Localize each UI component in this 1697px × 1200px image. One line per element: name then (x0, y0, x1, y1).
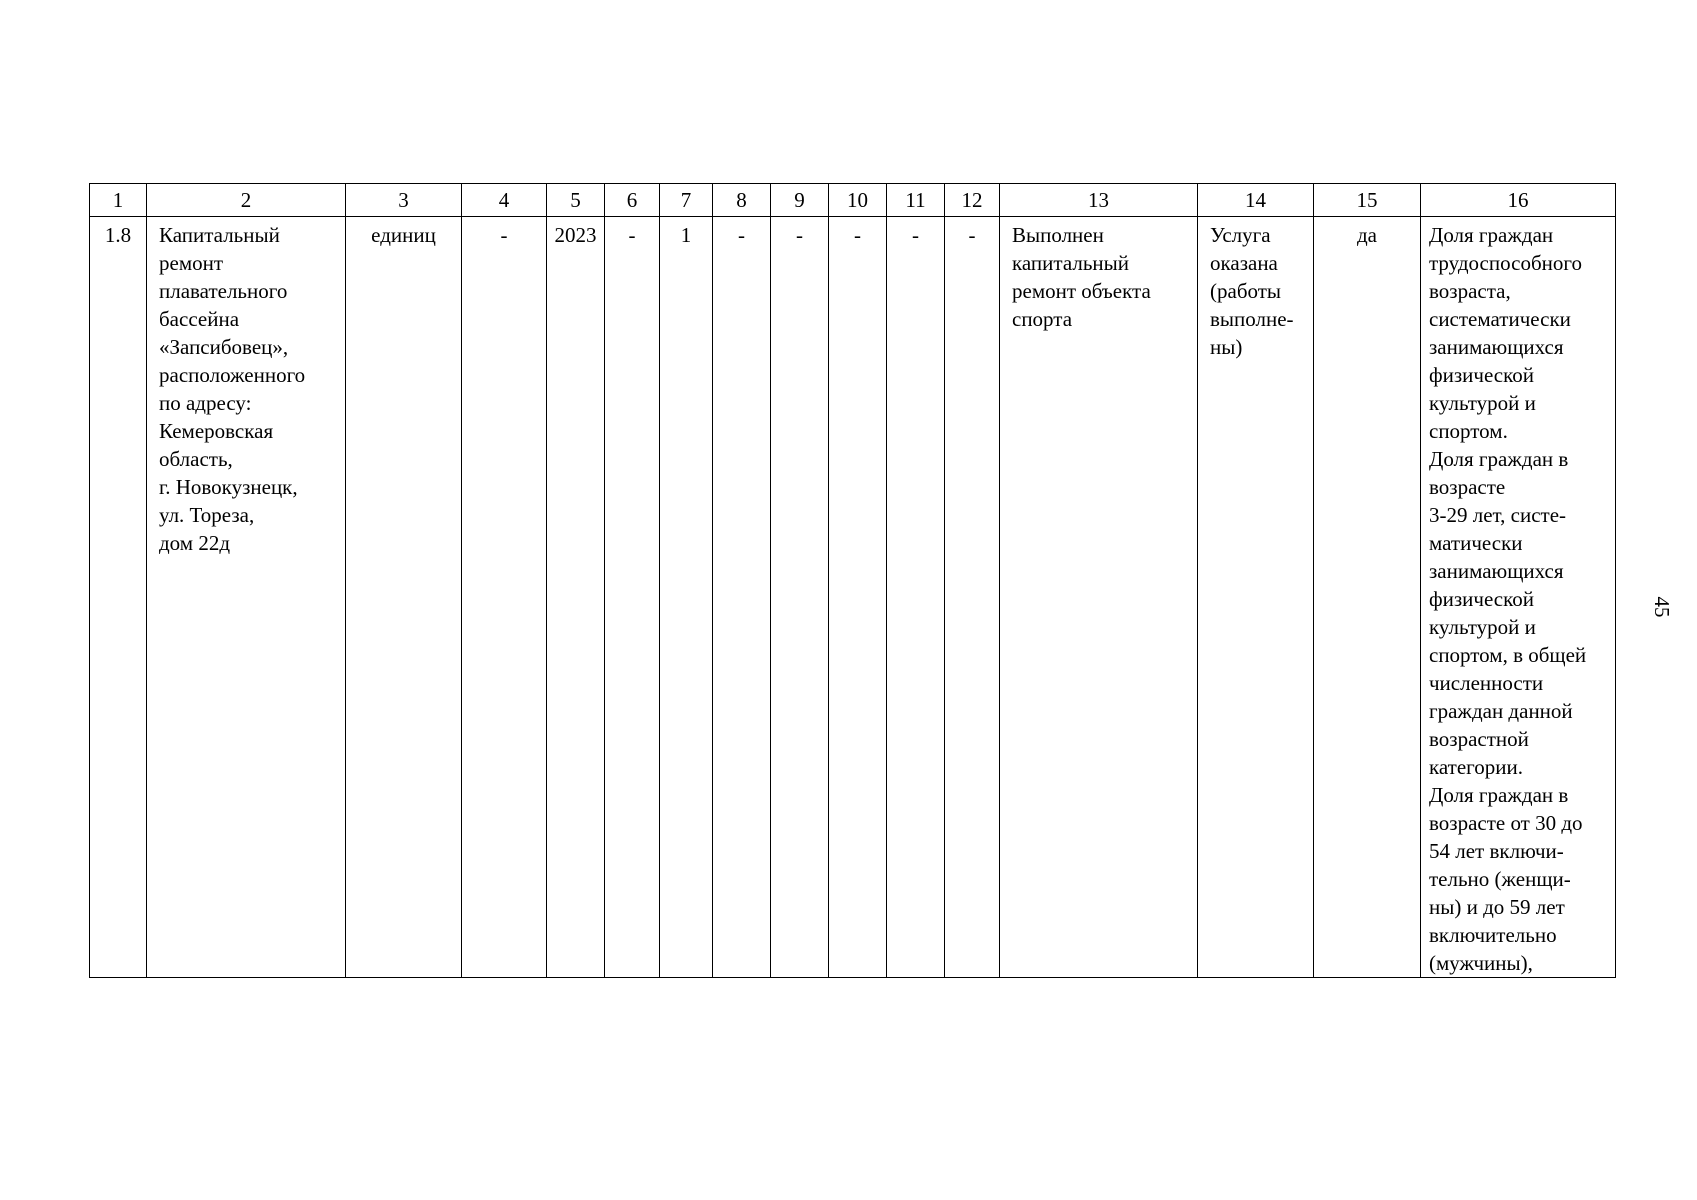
column-header: 5 (547, 184, 605, 217)
column-header: 12 (945, 184, 1000, 217)
column-header: 3 (346, 184, 462, 217)
column-header: 14 (1198, 184, 1314, 217)
cell-col-6 (605, 217, 660, 978)
cell-col-12 (945, 217, 1000, 978)
cell-text: да (1356, 223, 1377, 247)
column-header: 4 (462, 184, 547, 217)
column-header: 7 (660, 184, 713, 217)
table-row (90, 217, 1616, 978)
cell-item-number (90, 217, 147, 978)
cell-col-9 (771, 217, 829, 978)
column-header: 6 (605, 184, 660, 217)
cell-text: - (968, 223, 976, 247)
page-number: 45 (1650, 596, 1674, 618)
table-header-row (90, 184, 1616, 217)
column-header: 2 (147, 184, 346, 217)
column-header: 15 (1314, 184, 1421, 217)
cell-text: Капитальный ремонт плавательного бассейна «Запсибовец», расположенного по адресу: Кемеровская область, г. Новокузнецк, ул. Тореза, дом 22д (159, 223, 306, 555)
column-header: 8 (713, 184, 771, 217)
cell-indicators (1421, 217, 1616, 978)
cell-col-8 (713, 217, 771, 978)
cell-service-status (1198, 217, 1314, 978)
cell-text: 1 (680, 223, 692, 247)
cell-result (1000, 217, 1198, 978)
cell-year (547, 217, 605, 978)
cell-text: - (854, 223, 861, 247)
cell-text: 2023 (554, 223, 597, 247)
column-header: 16 (1421, 184, 1616, 217)
cell-text: - (796, 223, 803, 247)
cell-text: 1.8 (104, 223, 132, 247)
column-header: 13 (1000, 184, 1198, 217)
cell-text: единиц (371, 223, 436, 247)
data-table (89, 183, 1616, 978)
cell-text: - (738, 223, 745, 247)
cell-flag (1314, 217, 1421, 978)
cell-event-name (147, 217, 346, 978)
cell-col-11 (887, 217, 945, 978)
column-header: 1 (90, 184, 147, 217)
cell-text: Выполнен капитальный ремонт объекта спорта (1012, 223, 1151, 331)
cell-col-7 (660, 217, 713, 978)
column-header: 9 (771, 184, 829, 217)
cell-col-4 (462, 217, 547, 978)
column-header: 10 (829, 184, 887, 217)
cell-text: - (628, 223, 636, 247)
cell-unit (346, 217, 462, 978)
cell-text: Услуга оказана (работы выполне- ны) (1210, 223, 1294, 359)
column-header: 11 (887, 184, 945, 217)
cell-col-10 (829, 217, 887, 978)
cell-text: Доля граждан трудоспособного возраста, систематически занимающихся физической культурой и спортом. Доля граждан в возрасте 3-29 лет, систе- матически занимающихся физической культурой и спортом, в общей численности граждан данной возрастной категории. Доля граждан в возрасте от 30 до 54 лет включи- тельно (женщи- ны) и до 59 лет включительно (мужчины), (1429, 223, 1587, 975)
cell-text: - (500, 223, 508, 247)
cell-text: - (912, 223, 919, 247)
